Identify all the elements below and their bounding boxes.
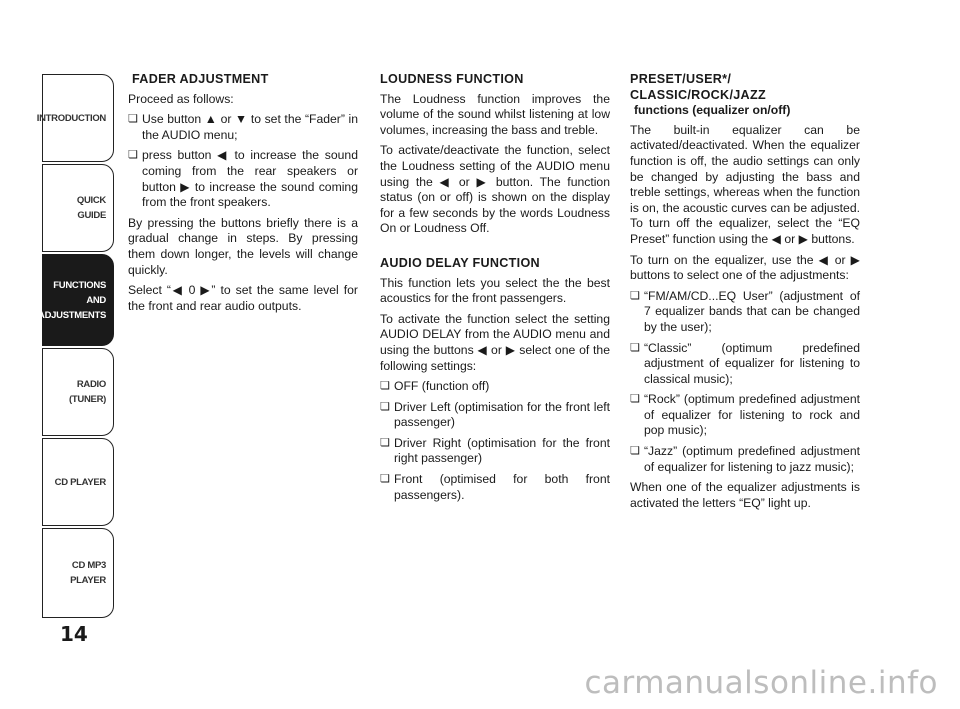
audio-delay-activate: To activate the function select the setting AUDIO DELAY from the AUDIO menu and using the buttons ◀ or ▶ select one of the following settings: — [380, 311, 610, 373]
equalizer-heading-line3: functions (equalizer on/off) — [634, 103, 791, 118]
audio-delay-option-driver-left: ❏ Driver Left (optimisation for the front left passenger) — [380, 400, 610, 431]
audio-delay-option-off: ❏ OFF (function off) — [380, 379, 610, 395]
equalizer-option-user: ❏ “FM/AM/CD...EQ User” (adjustment of 7 equalizer bands that can be changed by the user); — [630, 289, 860, 336]
column-loudness-delay — [380, 72, 610, 508]
tab-quick-guide[interactable] — [42, 164, 114, 252]
page-number: 14 — [60, 622, 88, 646]
tab-quick-guide-label: QUICK GUIDE — [76, 195, 106, 221]
equalizer-desc: The built-in equalizer can be activated/deactivated. When the equalizer function is off, the audio settings can only be changed by adjusting the bass and treble settings, whereas when the function is on, the acoustic curves can be adjusted. To turn off the equalizer, select the “EQ Preset” function using the ◀ or ▶ buttons. — [630, 122, 860, 246]
tab-introduction[interactable] — [36, 74, 114, 162]
loudness-desc: The Loudness function improves the volume of the sound whilst listening at low volumes, increasing the bass and treble. — [380, 91, 610, 137]
audio-delay-options — [380, 379, 610, 503]
audio-delay-option-front: ❏ Front (optimised for both front passengers). — [380, 472, 610, 503]
equalizer-option-classic: ❏ “Classic” (optimum predefined adjustment of equalizer for listening to classical music); — [630, 341, 860, 388]
loudness-heading: LOUDNESS FUNCTION — [380, 72, 524, 86]
fader-step-1: ❏ Use button ▲ or ▼ to set the “Fader” in the AUDIO menu; — [128, 112, 358, 143]
watermark: carmanualsonline.info — [584, 665, 938, 701]
fader-steps — [128, 112, 358, 211]
equalizer-heading-line1: PRESET/USER*/ — [630, 72, 732, 86]
column-fader — [128, 72, 358, 319]
equalizer-turn-on: To turn on the equalizer, use the ◀ or ▶ buttons to select one of the adjustments: — [630, 252, 860, 283]
column-equalizer — [630, 72, 860, 516]
equalizer-option-rock: ❏ “Rock” (optimum predefined adjustment of equalizer for listening to rock and pop music); — [630, 392, 860, 439]
fader-step-2: ❏ press button ◀ to increase the sound coming from the rear speakers or button ▶ to increase the sound coming from the front speakers. — [128, 148, 358, 210]
audio-delay-heading: AUDIO DELAY FUNCTION — [380, 255, 540, 270]
tab-cd-mp3-label: CD MP3 PLAYER — [70, 560, 106, 586]
fader-note: By pressing the buttons briefly there is a gradual change in steps. By pressing them down longer, the levels will change quickly. — [128, 215, 358, 277]
tab-radio-label: RADIO (TUNER) — [69, 379, 106, 405]
equalizer-options — [630, 289, 860, 476]
equalizer-option-jazz: ❏ “Jazz” (optimum predefined adjustment of equalizer for listening to jazz music); — [630, 444, 860, 475]
loudness-activate: To activate/deactivate the function, select the Loudness setting of the AUDIO menu using the ◀ or ▶ button. The function status (on or off) is shown on the display for a few seconds by the words Loudness On or Loudness Off. — [380, 143, 610, 236]
fader-select: Select “◀ 0 ▶” to set the same level for the front and rear audio outputs. — [128, 283, 358, 313]
audio-delay-desc: This function lets you select the the best acoustics for the front passengers. — [380, 275, 610, 306]
equalizer-eq-note: When one of the equalizer adjustments is activated the letters “EQ” light up. — [630, 480, 860, 510]
tab-functions-label: FUNCTIONS AND ADJUSTMENTS — [38, 279, 106, 321]
audio-delay-option-driver-right: ❏ Driver Right (optimisation for the front right passenger) — [380, 436, 610, 467]
fader-heading: FADER ADJUSTMENT — [132, 72, 269, 86]
tab-cd-player[interactable] — [42, 438, 114, 526]
tab-functions-and-adjustments[interactable] — [38, 254, 114, 346]
tab-cd-mp3-player[interactable] — [42, 528, 114, 618]
tab-introduction-label: INTRODUCTION — [36, 112, 106, 124]
tab-cd-player-label: CD PLAYER — [54, 476, 106, 488]
equalizer-heading-line2: CLASSIC/ROCK/JAZZ — [630, 87, 766, 102]
fader-intro: Proceed as follows: — [128, 91, 234, 106]
tab-radio-tuner[interactable] — [42, 348, 114, 436]
equalizer-heading — [630, 72, 860, 119]
